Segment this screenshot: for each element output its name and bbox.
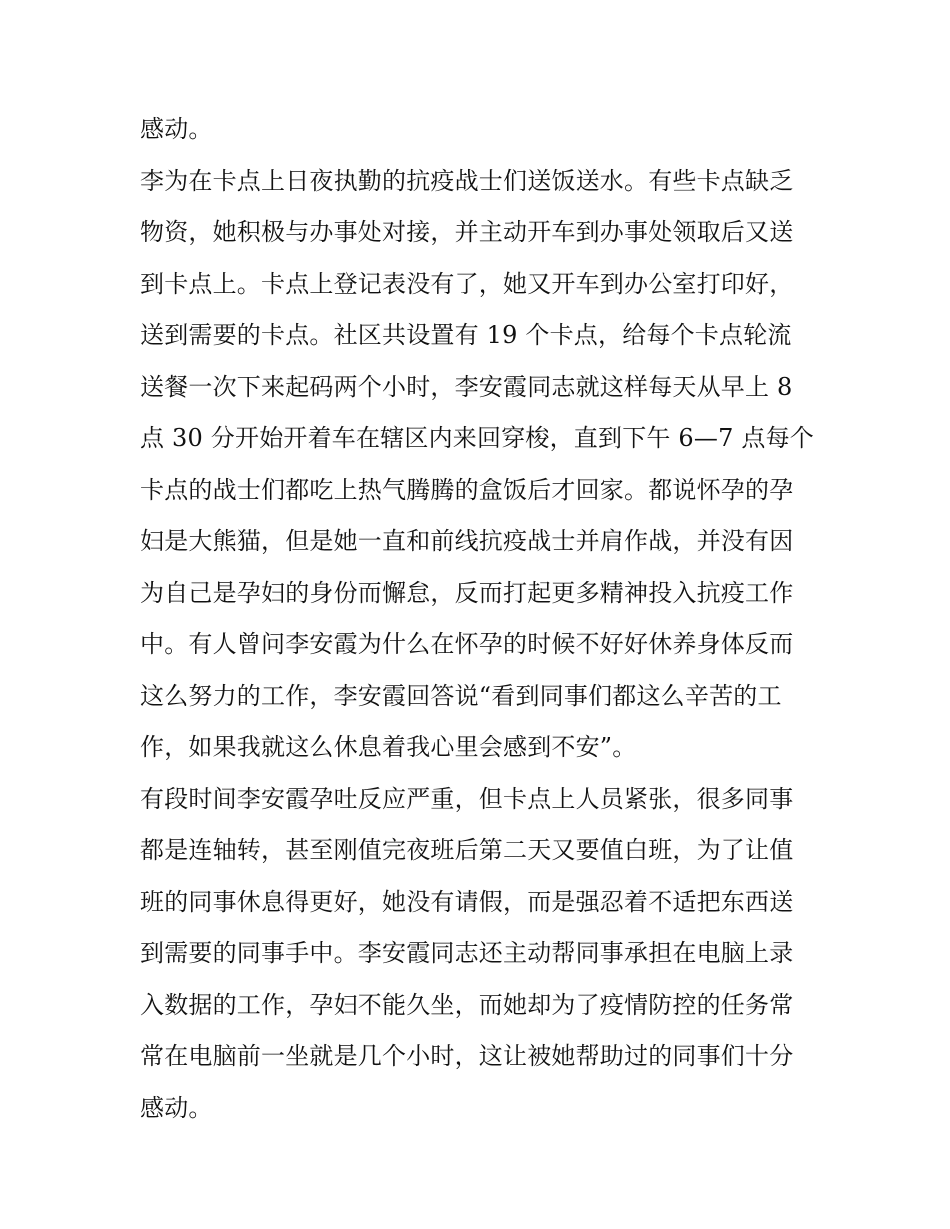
text-line: 有段时间李安霞孕吐反应严重，但卡点上人员紧张，很多同事 [140, 784, 794, 813]
text-line: 到卡点上。卡点上登记表没有了，她又开车到办公室打印好， [140, 269, 794, 298]
text-line: 点 30 分开始开着车在辖区内来回穿梭，直到下午 6—7 点每个 [140, 424, 814, 452]
text-line: 感动。 [140, 115, 213, 143]
text-line: 这么努力的工作，李安霞回答说“看到同事们都这么辛苦的工 [140, 681, 782, 710]
text-line: 班的同事休息得更好，她没有请假，而是强忍着不适把东西送 [140, 887, 794, 916]
text-line: 到需要的同事手中。李安霞同志还主动帮同事承担在电脑上录 [140, 939, 794, 967]
text-line: 中。有人曾问李安霞为什么在怀孕的时候不好好休养身体反而 [140, 630, 794, 658]
body-text [140, 104, 820, 1134]
text-line: 物资，她积极与办事处对接，并主动开车到办事处领取后又送 [140, 218, 794, 246]
text-line: 李为在卡点上日夜执勤的抗疫战士们送饭送水。有些卡点缺乏 [140, 166, 794, 195]
text-line: 都是连轴转，甚至刚值完夜班后第二天又要值白班，为了让值 [140, 836, 794, 864]
text-line: 送到需要的卡点。社区共设置有 19 个卡点，给每个卡点轮流 [140, 321, 792, 349]
text-line: 送餐一次下来起码两个小时，李安霞同志就这样每天从早上 8 [140, 372, 793, 401]
text-line: 为自己是孕妇的身份而懈怠，反而打起更多精神投入抗疫工作 [140, 578, 794, 607]
text-line: 妇是大熊猫，但是她一直和前线抗疫战士并肩作战，并没有因 [140, 527, 794, 555]
text-line: 作，如果我就这么休息着我心里会感到不安”。 [140, 733, 637, 761]
text-line: 卡点的战士们都吃上热气腾腾的盒饭后才回家。都说怀孕的孕 [140, 475, 794, 504]
text-line: 常在电脑前一坐就是几个小时，这让被她帮助过的同事们十分 [140, 1042, 794, 1070]
text-line: 入数据的工作，孕妇不能久坐，而她却为了疫情防控的任务常 [140, 990, 794, 1019]
text-line: 感动。 [140, 1093, 213, 1122]
